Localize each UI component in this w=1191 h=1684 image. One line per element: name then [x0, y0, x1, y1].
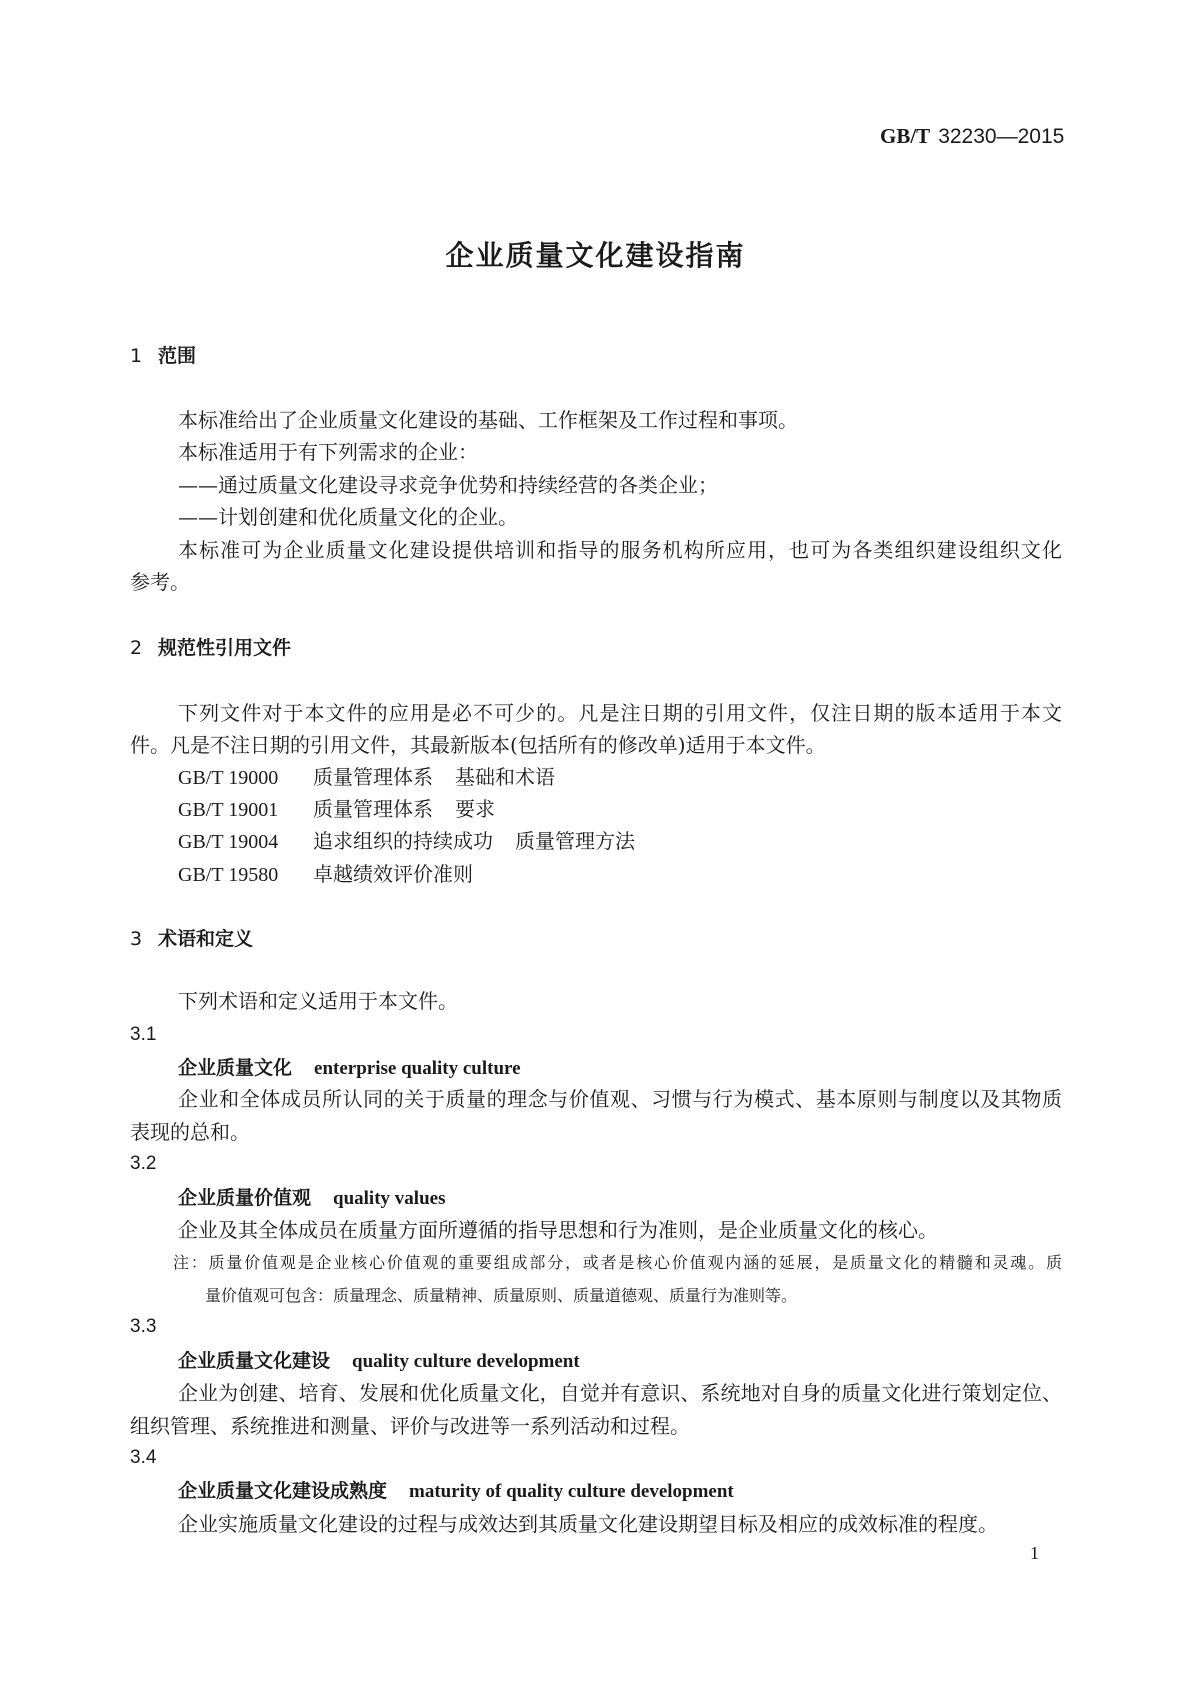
ref-title: 质量管理体系 [313, 797, 433, 821]
document-title: 企业质量文化建设指南 [445, 239, 746, 272]
section-title: 规范性引用文件 [158, 637, 292, 659]
note: 注：质量价值观是企业核心价值观的重要组成部分，或者是核心价值观内涵的延展，是质量文化的精髓和灵魂。质 [173, 1253, 1062, 1271]
term-zh: 企业质量文化 [178, 1057, 293, 1079]
note-cont: 量价值观可包含：质量理念、质量精神、质量原则、质量道德观、质量行为准则等。 [205, 1286, 798, 1305]
paragraph: 下列文件对于本文件的应用是必不可少的。凡是注日期的引用文件，仅注日期的版本适用于本文 [178, 701, 1062, 725]
term-definition-cont: 组织管理、系统推进和测量、评价与改进等一系列活动和过程。 [130, 1414, 690, 1438]
list-item: ——通过质量文化建设寻求竞争优势和持续经营的各类企业； [178, 473, 718, 497]
term-definition-cont: 表现的总和。 [130, 1120, 250, 1144]
term-zh: 企业质量文化建设成熟度 [178, 1480, 388, 1502]
ref-code: GB/T 19004 [178, 831, 279, 853]
section-3-heading [130, 927, 253, 951]
paragraph-cont: 参考。 [130, 570, 190, 594]
paragraph-cont: 件。凡是不注日期的引用文件，其最新版本(包括所有的修改单)适用于本文件。 [130, 733, 826, 757]
section-title: 范围 [158, 345, 197, 367]
page-number: 1 [1030, 1543, 1039, 1563]
list-item: ——计划创建和优化质量文化的企业。 [178, 505, 518, 529]
paragraph: 本标准适用于有下列需求的企业： [178, 440, 478, 464]
section-2-heading [130, 636, 291, 660]
reference-item [178, 765, 555, 790]
section-number: 1 [130, 345, 143, 367]
term-heading [178, 1056, 521, 1081]
ref-subtitle: 质量管理方法 [515, 829, 635, 853]
term-heading [178, 1186, 445, 1211]
term-definition: 企业为创建、培育、发展和优化质量文化，自觉并有意识、系统地对自身的质量文化进行策划定位、 [178, 1381, 1062, 1405]
reference-item [178, 862, 473, 887]
term-en: quality culture development [352, 1351, 580, 1372]
section-1-heading [130, 344, 196, 368]
reference-item [178, 797, 495, 822]
paragraph: 下列术语和定义适用于本文件。 [178, 989, 458, 1013]
standard-number [880, 124, 1064, 149]
term-number: 3.3 [130, 1316, 157, 1337]
reference-item [178, 829, 635, 854]
ref-title: 质量管理体系 [313, 765, 433, 789]
term-number: 3.2 [130, 1153, 157, 1174]
term-definition: 企业实施质量文化建设的过程与成效达到其质量文化建设期望目标及相应的成效标准的程度。 [178, 1512, 998, 1536]
term-definition: 企业及其全体成员在质量方面所遵循的指导思想和行为准则，是企业质量文化的核心。 [178, 1218, 938, 1242]
section-number: 2 [130, 637, 143, 659]
term-heading [178, 1349, 580, 1374]
term-number: 3.1 [130, 1024, 157, 1045]
ref-title: 追求组织的持续成功 [313, 829, 493, 853]
ref-title: 卓越绩效评价准则 [313, 862, 473, 886]
term-heading [178, 1479, 734, 1504]
ref-code: GB/T 19001 [178, 799, 279, 821]
paragraph: 本标准给出了企业质量文化建设的基础、工作框架及工作过程和事项。 [178, 408, 798, 432]
term-en: maturity of quality culture development [409, 1481, 734, 1502]
term-zh: 企业质量文化建设 [178, 1350, 331, 1372]
ref-subtitle: 基础和术语 [455, 765, 555, 789]
term-en: quality values [333, 1188, 446, 1209]
ref-subtitle: 要求 [455, 797, 495, 821]
term-zh: 企业质量价值观 [178, 1187, 312, 1209]
std-prefix: GB/T [880, 124, 931, 148]
ref-code: GB/T 19580 [178, 864, 279, 886]
term-en: enterprise quality culture [314, 1058, 521, 1079]
paragraph: 本标准可为企业质量文化建设提供培训和指导的服务机构所应用，也可为各类组织建设组织文化 [178, 538, 1062, 562]
term-number: 3.4 [130, 1447, 157, 1468]
section-number: 3 [130, 928, 143, 950]
ref-code: GB/T 19000 [178, 767, 279, 789]
term-definition: 企业和全体成员所认同的关于质量的理念与价值观、习惯与行为模式、基本原则与制度以及其物质 [178, 1087, 1062, 1111]
std-number: 32230—2015 [938, 125, 1065, 148]
section-title: 术语和定义 [158, 928, 254, 950]
